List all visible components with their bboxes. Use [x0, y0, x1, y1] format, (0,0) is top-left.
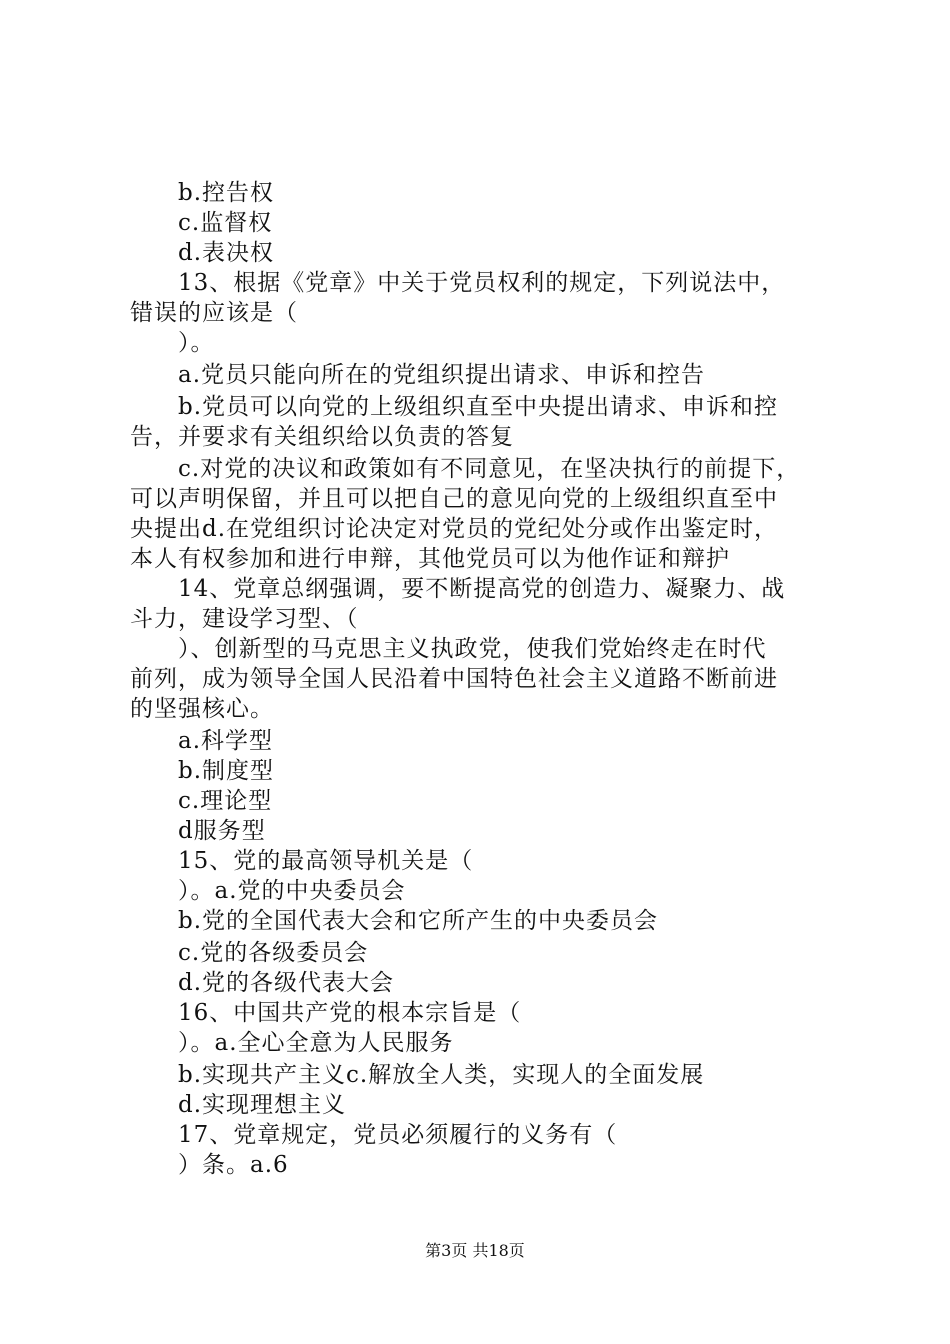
option-line: b.控告权 — [178, 180, 275, 206]
option-line: 本人有权参加和进行申辩，其他党员可以为他作证和辩护 — [130, 546, 730, 572]
option-line: 可以声明保留，并且可以把自己的意见向党的上级组织直至中 — [130, 486, 778, 512]
question-line: 17、党章规定，党员必须履行的义务有（ — [178, 1122, 618, 1148]
option-line: c.对党的决议和政策如有不同意见，在坚决执行的前提下， — [178, 456, 801, 482]
option-line: b.制度型 — [178, 758, 275, 784]
question-line: 错误的应该是（ — [130, 300, 298, 326]
option-line: 央提出d.在党组织讨论决定对党员的党纪处分或作出鉴定时， — [130, 516, 779, 542]
question-line: 14、党章总纲强调，要不断提高党的创造力、凝聚力、战 — [178, 576, 786, 602]
option-line: a.党员只能向所在的党组织提出请求、申诉和控告 — [178, 362, 706, 388]
option-line: b.实现共产主义c.解放全人类，实现人的全面发展 — [178, 1062, 705, 1088]
question-line: ）。 — [178, 330, 215, 356]
option-line: b.党的全国代表大会和它所产生的中央委员会 — [178, 908, 659, 934]
option-line: d.表决权 — [178, 240, 275, 266]
question-line: 15、党的最高领导机关是（ — [178, 848, 474, 874]
option-line: a.科学型 — [178, 728, 274, 754]
option-line: ）。a.党的中央委员会 — [178, 878, 406, 904]
option-line: b.党员可以向党的上级组织直至中央提出请求、申诉和控 — [178, 394, 779, 420]
option-line: ）。a.全心全意为人民服务 — [178, 1030, 454, 1056]
option-line: d.党的各级代表大会 — [178, 970, 395, 996]
question-line: 13、根据《党章》中关于党员权利的规定，下列说法中， — [178, 270, 786, 296]
option-line: d服务型 — [178, 818, 266, 844]
question-line: 前列，成为领导全国人民沿着中国特色社会主义道路不断前进 — [130, 666, 778, 692]
page-number-footer: 第3页 共18页 — [425, 1241, 525, 1260]
option-line: c.理论型 — [178, 788, 273, 814]
option-line: c.监督权 — [178, 210, 273, 236]
option-line: c.党的各级委员会 — [178, 940, 369, 966]
question-line: 的坚强核心。 — [130, 696, 274, 722]
option-line: 告，并要求有关组织给以负责的答复 — [130, 424, 514, 450]
question-line: ）、创新型的马克思主义执政党，使我们党始终走在时代 — [178, 636, 767, 662]
option-line: d.实现理想主义 — [178, 1092, 347, 1118]
question-line: 16、中国共产党的根本宗旨是（ — [178, 1000, 522, 1026]
option-line: ）条。a.6 — [178, 1152, 289, 1178]
question-line: 斗力，建设学习型、（ — [130, 606, 359, 632]
